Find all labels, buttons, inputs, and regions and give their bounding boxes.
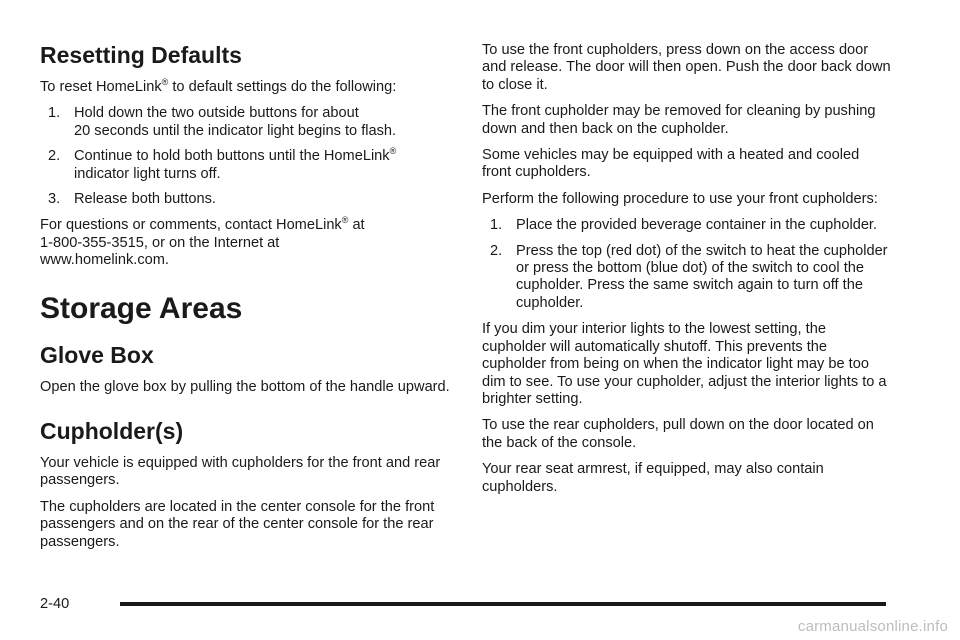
storage-areas-heading: Storage Areas [40,291,243,325]
contact-text: at [352,217,365,234]
step-number: 1. [48,105,61,122]
list-item [40,105,450,140]
step-text: Press the top (red dot) of the switch to heat the cupholder or press the bottom (blue dot) of the switch to cool the cupholder. Press the same switch again to turn off the cupholder. [516,242,888,311]
registered-mark: ® [341,215,349,226]
footer-divider [120,602,886,606]
list-item [40,148,450,183]
rear-cupholder-paragraph: To use the rear cupholders, pull down on the door located on the back of the console. [482,417,874,451]
contact-website: www.homelink.com. [40,252,169,269]
list-item [482,243,892,313]
step-text: Hold down the two outside buttons for about [74,105,359,122]
step-text: Release both buttons. [74,191,216,208]
left-column [40,42,450,560]
contact-paragraph [40,217,450,269]
resetting-intro [40,79,450,96]
watermark: carmanualsonline.info [797,618,948,635]
procedure-steps [482,217,892,312]
resetting-defaults-heading: Resetting Defaults [40,42,242,68]
step-text: Continue to hold both buttons until the HomeLink [74,148,390,165]
cupholders-heading: Cupholder(s) [40,418,184,445]
armrest-paragraph: Your rear seat armrest, if equipped, may also contain cupholders. [482,461,824,495]
registered-mark: ® [389,146,397,157]
intro-text-b: to default settings do the following: [172,79,397,95]
front-cupholder-paragraph: To use the front cupholders, press down on the access door and release. The door will then open. Push the door back down to close it. [482,42,891,93]
removal-paragraph: The front cupholder may be removed for cleaning by pushing down and then back on the cupholder. [482,103,876,137]
registered-mark: ® [161,77,169,88]
cupholder-paragraph-2: The cupholders are located in the center console for the front passengers and on the rear of the center console for the rear passengers. [40,498,435,550]
dim-lights-paragraph: If you dim your interior lights to the lowest setting, the cupholder will automatically shutoff. This prevents the cupholder from being on when the indicator light may be too dim to see. To use your cupholder, adjust the interior lights to a brighter setting. [482,321,887,407]
contact-text: For questions or comments, contact HomeLink [40,217,342,234]
cupholder-paragraph-1: Your vehicle is equipped with cupholders for the front and rear passengers. [40,455,441,489]
step-number: 3. [48,191,61,208]
step-number: 2. [48,148,61,165]
step-number: 1. [490,217,503,234]
step-text: 20 seconds until the indicator light begins to flash. [74,122,397,139]
intro-text-a: To reset HomeLink [40,79,162,95]
glove-box-paragraph: Open the glove box by pulling the bottom of the handle upward. [40,378,450,395]
glove-box-heading: Glove Box [40,341,154,368]
step-text: Place the provided beverage container in the cupholder. [516,217,878,234]
right-column [482,42,892,505]
contact-phone: 1-800-355-3515, or on the Internet at [40,234,280,251]
procedure-intro-paragraph: Perform the following procedure to use your front cupholders: [482,190,878,207]
resetting-steps [40,105,450,208]
step-text: indicator light turns off. [74,165,221,182]
page-number: 2-40 [40,596,70,612]
list-item [482,217,892,234]
step-number: 2. [490,242,503,259]
heated-cooled-paragraph: Some vehicles may be equipped with a heated and cooled front cupholders. [482,147,860,181]
list-item [40,191,450,208]
